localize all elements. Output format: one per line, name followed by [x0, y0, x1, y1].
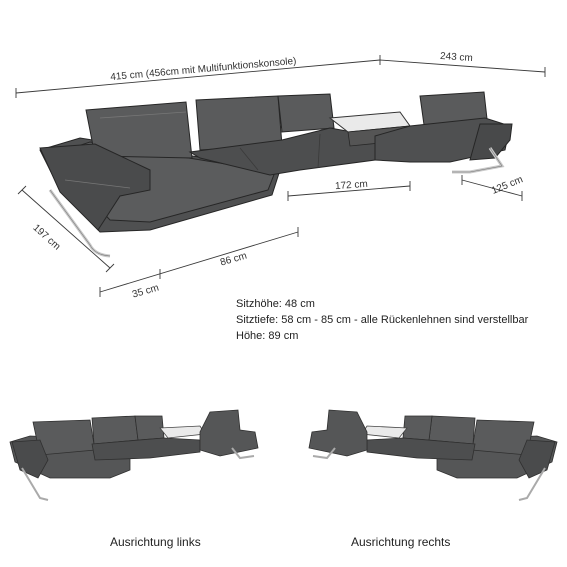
dim-seat-width: 86 cm	[219, 250, 249, 269]
sofa-illustration	[40, 92, 512, 256]
spec-seat-height: Sitzhöhe: 48 cm	[236, 298, 315, 310]
caption-right-variant: Ausrichtung rechts	[351, 535, 451, 549]
variant-left-drawing	[10, 410, 258, 500]
dim-top-length: 415 cm (456cm mit Multifunktionskonsole)	[109, 55, 297, 84]
dim-depth-left: 197 cm	[30, 222, 63, 253]
dim-arm-width: 35 cm	[131, 282, 161, 301]
spec-seat-depth: Sitztiefe: 58 cm - 85 cm - alle Rückenlehnen sind verstellbar	[236, 314, 529, 326]
dim-middle: 172 cm	[334, 178, 369, 193]
dim-top-right: 243 cm	[439, 50, 474, 65]
seat-dimension-line	[100, 232, 298, 292]
variant-right-drawing	[309, 410, 557, 500]
spec-height: Höhe: 89 cm	[236, 330, 299, 342]
dim-right-depth: 125 cm	[490, 174, 525, 197]
caption-left-variant: Ausrichtung links	[110, 535, 201, 549]
specs-block	[236, 296, 528, 344]
